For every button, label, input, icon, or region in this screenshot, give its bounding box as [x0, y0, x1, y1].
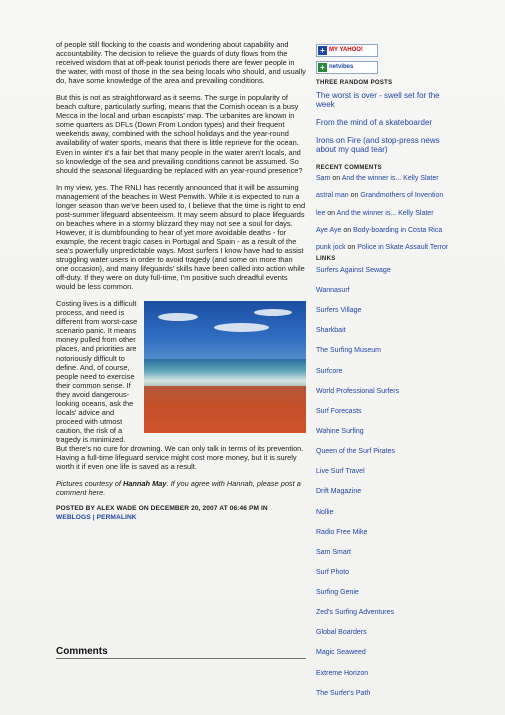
comment-post-link[interactable]: And the winner is... Kelly Slater — [341, 175, 439, 183]
sidebar-link[interactable]: Drift Magazine — [316, 488, 362, 496]
comment-author-link[interactable]: Sam — [316, 175, 331, 183]
sidebar-link[interactable]: The Surfer's Path — [316, 689, 371, 697]
sidebar-link[interactable]: Surfers Against Sewage — [316, 266, 391, 274]
comment-on-text: on — [325, 209, 337, 217]
comment-on-text: on — [330, 175, 342, 183]
sidebar-link[interactable]: Sam Smart — [316, 548, 352, 556]
recent-comments-list — [316, 175, 456, 252]
article-body — [56, 40, 306, 530]
article-paragraph-3: In my view, yes. The RNLI has recently announced that it will be assuming management of the beaches in West Penwith. While it is expected to run a longer season than we've been used to, I believe that the time is right to end post-summer lifeguard absenteeism. It may seem absurd to place lifeguards on beaches where in a stormy blizzard they may not see a soul for days. However, it is dumbfounding to hear of yet more avoidable deaths - for example, the recent tragic cases in Portugal and Spain - as a result of the sea's powerfully unpredictable ways. Most surfers I know have had to assist struggling water users in order to avoid tragedy (and some on more than one occasion), and many lifeguards' skills have been called into action while off-duty. If they were on duty full-time, I'm positive such dreadful events would be less common. — [56, 182, 306, 292]
random-post-link[interactable]: The worst is over - swell set for the week — [316, 90, 440, 109]
comment-author-link[interactable]: lee — [316, 209, 326, 217]
recent-comment-item — [316, 192, 456, 200]
recent-comment-item — [316, 210, 456, 218]
sidebar-link[interactable]: Global Boarders — [316, 629, 367, 637]
beach-photo — [144, 301, 306, 433]
comment-on-text: on — [345, 244, 358, 252]
sidebar — [316, 44, 456, 710]
post-meta-links[interactable]: WEBLOGS | PERMALINK — [56, 513, 137, 521]
comment-post-link[interactable]: Grandmothers of Invention — [360, 192, 444, 200]
photo-credit-name: Hannah May — [122, 479, 167, 489]
comment-post-link[interactable]: Body-boarding in Costa Rica — [353, 226, 443, 234]
comment-post-link[interactable]: And the winner is... Kelly Slater — [336, 209, 434, 217]
sidebar-link[interactable]: World Professional Surfers — [316, 387, 400, 395]
sidebar-link[interactable]: Magic Seaweed — [316, 649, 366, 657]
recent-comment-item — [316, 244, 456, 252]
comment-post-link[interactable]: Police in Skate Assault Terror — [357, 244, 449, 252]
recent-comments-heading: RECENT COMMENTS — [316, 164, 382, 171]
photo-sand — [144, 386, 306, 434]
sidebar-link[interactable]: Surfers Village — [316, 307, 362, 315]
sidebar-link[interactable]: Live Surf Travel — [316, 468, 365, 476]
comment-on-text: on — [348, 192, 361, 200]
sidebar-link[interactable]: Queen of the Surf Pirates — [316, 448, 395, 456]
links-heading: LINKS — [316, 256, 336, 263]
add-to-netvibes-button[interactable]: + netvibes — [316, 61, 378, 74]
sidebar-link[interactable]: Radio Free Mike — [316, 528, 368, 536]
sidebar-link[interactable]: Extreme Horizon — [316, 669, 369, 677]
sidebar-link[interactable]: Wannasurf — [316, 286, 350, 294]
article-paragraph-2: But this is not as straightforward as it seems. The surge in popularity of beach culture, particularly surfing, means that the Cornish ocean is a busy Mecca in the local and urban escapists' map. The urbanites are known in some quarters as DFLs (Down From London types) and their frequent weekends away, combined with the school holidays and the year-round availability of water sports, means that there is little reprieve for the ocean. Even in winter it's a fair bet that many people in the water aren't locals, and so knowledge of the sea and prevailing conditions cannot be assumed. So should the seasonal lifeguarding be replaced with an year-round presence? — [56, 93, 303, 175]
sidebar-link[interactable]: Surf Photo — [316, 568, 350, 576]
article-paragraph-1: of people still flocking to the coasts and wondering about capability and accountability. The decision to relieve the guards of duty flows from the received wisdom that at off-peak tourist periods there are fewer people in the water, with most of those in the sea being locals who should, and usually do, have some knowledge of the area and prevailing conditions. — [56, 40, 306, 86]
post-meta-line: POSTED BY ALEX WADE ON DECEMBER 20, 2007 AT 06:46 PM IN — [56, 505, 268, 513]
sidebar-link[interactable]: Surfcore — [316, 367, 343, 375]
links-list — [316, 267, 456, 698]
sidebar-link[interactable]: Surf Forecasts — [316, 407, 362, 415]
comment-on-text: on — [341, 226, 354, 234]
comments-heading: Comments — [56, 646, 306, 659]
random-posts-list — [316, 91, 456, 155]
comment-author-link[interactable]: Aye Aye — [316, 226, 342, 234]
plus-icon: + — [318, 46, 327, 55]
recent-comment-item — [316, 227, 456, 235]
photo-credit: Pictures courtesy of Hannah May. If you agree with Hannah, please post a comment here. — [56, 479, 301, 498]
sidebar-link[interactable]: Zed's Surfing Adventures — [316, 609, 394, 617]
add-to-my-yahoo-button[interactable]: + MY YAHOO! — [316, 44, 378, 57]
article-paragraph-4: Costing lives is a difficult process, and need is different from worst-case scenario panic. It means money pulled from other places, and priorities are notoriously difficult to define. And, of course, people need to exercise their common sense. If they avoid dangerous-looking oceans, ask the locals' advice and proceed with utmost caution, the risk of a tragedy is minimized. But there's no cure for drowning. We can only talk in terms of its prevention. Having a full-time lifeguard service might cost more money, but it is surely worth it if even one life is saved as a result. — [56, 299, 304, 472]
random-post-link[interactable]: Irons on Fire (and stop-press news about my quad tear) — [316, 136, 440, 155]
plus-icon: + — [318, 63, 327, 72]
photo-sea — [144, 359, 306, 388]
random-posts-heading: THREE RANDOM POSTS — [316, 80, 393, 86]
sidebar-link[interactable]: Surfing Genie — [316, 589, 359, 597]
sidebar-link[interactable]: Sharkbait — [316, 327, 346, 335]
post-meta — [56, 505, 306, 522]
comment-author-link[interactable]: punk jock — [316, 244, 346, 252]
article-paragraph-4-wrap — [56, 299, 306, 471]
recent-comment-item — [316, 175, 456, 183]
sidebar-link[interactable]: Nollie — [316, 508, 334, 516]
sidebar-link[interactable]: Wahine Surfing — [316, 427, 364, 435]
random-post-link[interactable]: From the mind of a skateboarder — [316, 118, 433, 127]
sidebar-link[interactable]: The Surfing Museum — [316, 347, 381, 355]
comment-author-link[interactable]: astral man — [316, 192, 349, 200]
